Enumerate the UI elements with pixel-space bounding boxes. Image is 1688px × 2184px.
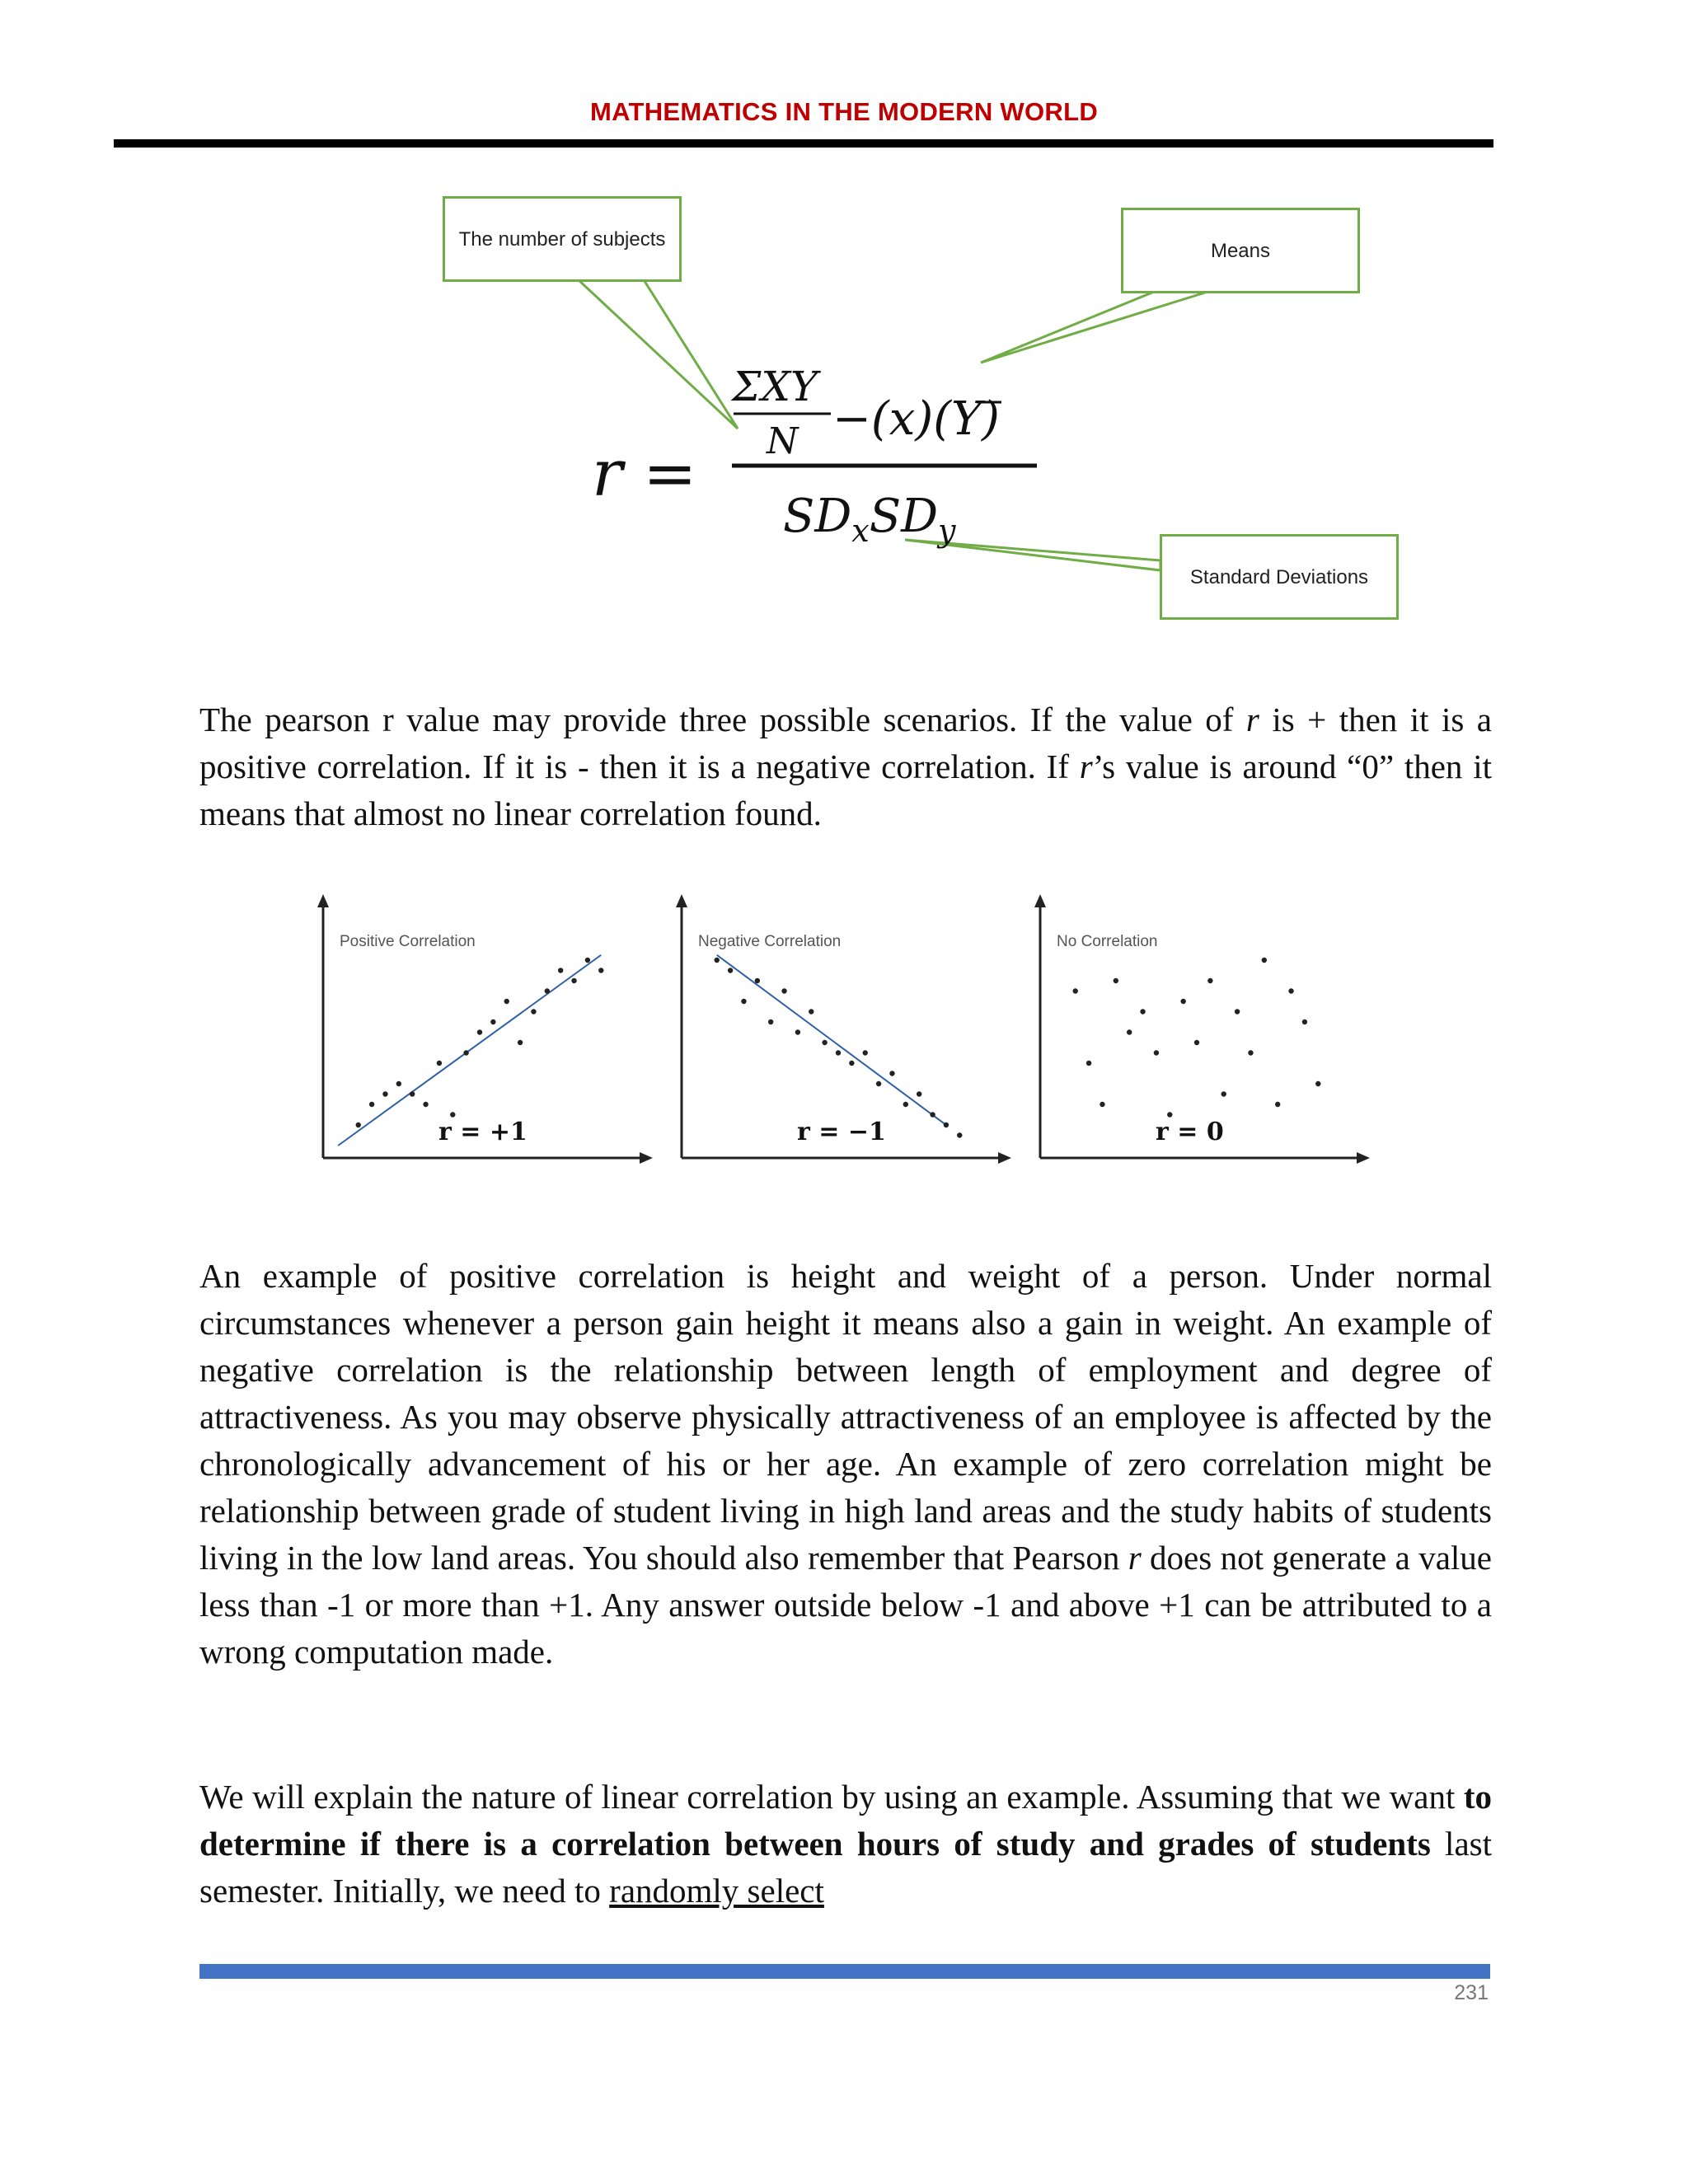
data-point — [598, 968, 603, 972]
data-point — [585, 958, 590, 963]
data-point — [410, 1091, 415, 1096]
x-axis-arrow — [998, 1152, 1011, 1164]
data-point — [1248, 1050, 1253, 1055]
correlation-value-label: r = −1 — [797, 1118, 886, 1146]
data-point — [889, 1071, 894, 1076]
data-point — [1167, 1112, 1172, 1117]
data-point — [849, 1061, 854, 1066]
callout-standard-deviations: Standard Deviations — [1160, 534, 1399, 620]
data-point — [382, 1091, 387, 1096]
data-point — [396, 1081, 401, 1086]
data-point — [755, 978, 760, 983]
data-point — [1114, 978, 1118, 983]
formula-sum-xy: ΣXY — [732, 363, 818, 410]
data-point — [1262, 958, 1267, 963]
data-point — [863, 1050, 868, 1055]
data-point — [1194, 1040, 1199, 1045]
formula-denominator: $SD_xSD_y$ — [783, 490, 956, 550]
chart-panel-3 — [1034, 894, 1370, 1164]
page-header-title: MATHEMATICS IN THE MODERN WORLD — [589, 97, 1099, 126]
data-point — [1100, 1102, 1104, 1107]
data-point — [1302, 1019, 1307, 1024]
data-point — [1221, 1091, 1226, 1096]
data-point — [1086, 1061, 1091, 1066]
data-point — [437, 1061, 442, 1066]
data-point — [1154, 1050, 1159, 1055]
y-axis-arrow — [1034, 894, 1046, 907]
data-point — [836, 1050, 841, 1055]
data-point — [1275, 1102, 1280, 1107]
x-axis-arrow — [640, 1152, 653, 1164]
callout-means: Means — [1121, 208, 1360, 293]
chart-panel-1 — [317, 894, 653, 1164]
data-point — [356, 1122, 361, 1127]
formula-minus-means: −(x)(Y) — [832, 392, 1000, 446]
data-point — [450, 1112, 455, 1117]
data-point — [477, 1029, 482, 1034]
y-axis-arrow — [676, 894, 687, 907]
data-point — [930, 1112, 935, 1117]
data-point — [558, 968, 563, 972]
y-axis-arrow — [317, 894, 329, 907]
correlation-charts — [305, 886, 1401, 1195]
callout-pointer-means — [981, 288, 1218, 363]
data-point — [917, 1091, 921, 1096]
data-point — [1235, 1009, 1240, 1014]
data-point — [1073, 988, 1078, 993]
data-point — [1288, 988, 1293, 993]
header-rule — [114, 139, 1493, 148]
data-point — [715, 958, 720, 963]
data-point — [781, 988, 786, 993]
data-point — [531, 1009, 536, 1014]
data-point — [1140, 1009, 1145, 1014]
x-axis-arrow — [1357, 1152, 1370, 1164]
callout-number-of-subjects: The number of subjects — [443, 196, 682, 282]
data-point — [504, 999, 509, 1004]
callout-pointer-subjects — [577, 279, 738, 429]
data-point — [944, 1122, 949, 1127]
correlation-value-label: r = 0 — [1156, 1118, 1224, 1146]
data-point — [822, 1040, 827, 1045]
data-point — [518, 1040, 523, 1045]
chart-title: Negative Correlation — [698, 933, 842, 950]
data-point — [1315, 1081, 1320, 1086]
data-point — [423, 1102, 428, 1107]
data-point — [741, 999, 746, 1004]
data-point — [903, 1102, 908, 1107]
data-point — [768, 1019, 773, 1024]
data-point — [1127, 1029, 1132, 1034]
data-point — [490, 1019, 495, 1024]
data-point — [728, 968, 733, 972]
data-point — [1207, 978, 1212, 983]
formula-lhs: r = — [592, 437, 697, 511]
data-point — [369, 1102, 374, 1107]
formula-n: N — [767, 420, 799, 462]
page-number: 231 — [1454, 1981, 1489, 2004]
data-point — [571, 978, 576, 983]
data-point — [795, 1029, 800, 1034]
chart-title: No Correlation — [1057, 933, 1158, 950]
data-point — [876, 1081, 881, 1086]
chart-title: Positive Correlation — [340, 933, 476, 950]
data-point — [1180, 999, 1185, 1004]
footer-bar — [199, 1964, 1490, 1979]
paragraph-examples: An example of positive correlation is height and weight of a person. Under normal circumstances whenever a person gain height it means also a gain in weight. An example of negative correlation is the relationship between length of employment and degree of attractiveness. As you may observe physically attractiveness of an employee is affected by the chronologically advancement of his or her age. An example of zero correlation might be relationship between grade of student living in high land areas and the study habits of students living in the low land areas. You should also remember that Pearson r does not generate a value less than -1 or more than +1. Any answer outside below -1 and above +1 can be attributed to a wrong computation made. — [199, 1257, 1492, 1671]
paragraph-example-intro: We will explain the nature of linear correlation by using an example. Assuming that we want to determine if there is a correlation between hours of study and grades of students last semester. Initially, we need to randomly select — [199, 1778, 1492, 1910]
chart-panel-2 — [676, 894, 1011, 1164]
data-point — [545, 988, 550, 993]
data-point — [809, 1009, 814, 1014]
data-point — [957, 1132, 962, 1137]
paragraph-scenarios: The pearson r value may provide three possible scenarios. If the value of r is + then it is a positive correlation. If it is - then it is a negative correlation. If r’s value is around “0” then it means that almost no linear correlation found. — [199, 701, 1492, 832]
trendline — [717, 955, 946, 1125]
correlation-value-label: r = +1 — [438, 1118, 528, 1146]
data-point — [463, 1050, 468, 1055]
